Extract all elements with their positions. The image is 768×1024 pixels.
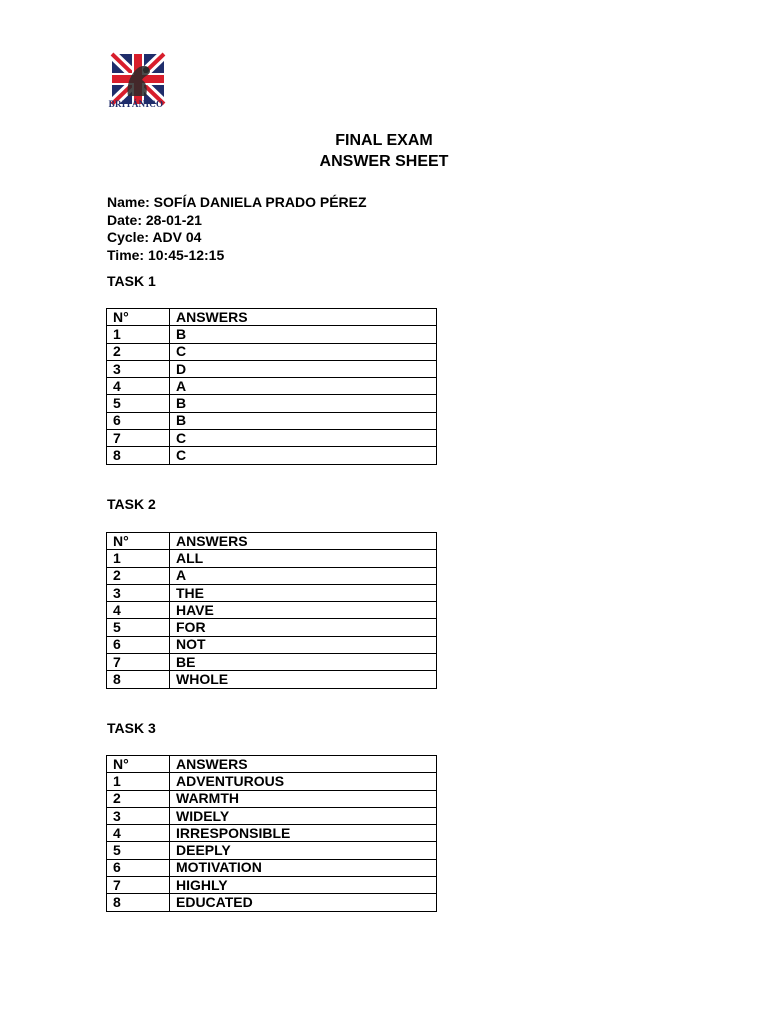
task-3-table [106,755,437,912]
task-1-table [106,308,437,465]
column-header-number: N° [107,309,170,326]
task-3-heading: TASK 3 [107,720,156,736]
row-answer: B [170,395,437,412]
row-number: 8 [107,894,170,911]
table-row [107,395,437,412]
row-answer: D [170,360,437,377]
row-answer: DEEPLY [170,842,437,859]
table-row [107,773,437,790]
row-number: 6 [107,412,170,429]
row-number: 6 [107,636,170,653]
table-row [107,412,437,429]
row-number: 7 [107,430,170,447]
row-number: 1 [107,326,170,343]
table-row [107,378,437,395]
row-number: 5 [107,395,170,412]
table-row [107,447,437,464]
row-answer: EDUCATED [170,894,437,911]
row-number: 4 [107,378,170,395]
table-row [107,430,437,447]
table-row [107,619,437,636]
table-row [107,343,437,360]
row-answer: MOTIVATION [170,859,437,876]
page-title: FINAL EXAM [335,132,433,149]
row-number: 1 [107,773,170,790]
row-answer: A [170,378,437,395]
row-number: 7 [107,654,170,671]
row-number: 4 [107,602,170,619]
table-row [107,584,437,601]
row-answer: HIGHLY [170,877,437,894]
row-answer: BE [170,654,437,671]
table-row [107,326,437,343]
row-answer: THE [170,584,437,601]
row-answer: NOT [170,636,437,653]
table-row [107,671,437,688]
row-answer: HAVE [170,602,437,619]
row-number: 2 [107,790,170,807]
table-row [107,790,437,807]
table-header-row [107,533,437,550]
row-answer: ADVENTUROUS [170,773,437,790]
table-row [107,894,437,911]
row-answer: WHOLE [170,671,437,688]
table-header-row [107,309,437,326]
row-answer: C [170,430,437,447]
table-row [107,842,437,859]
student-name: Name: SOFÍA DANIELA PRADO PÉREZ [107,194,367,210]
page-subtitle: ANSWER SHEET [319,153,449,170]
row-number: 2 [107,343,170,360]
table-header-row [107,756,437,773]
exam-time: Time: 10:45-12:15 [107,247,225,263]
row-number: 3 [107,807,170,824]
row-answer: ALL [170,550,437,567]
row-answer: IRRESPONSIBLE [170,825,437,842]
row-answer: FOR [170,619,437,636]
table-row [107,654,437,671]
column-header-number: N° [107,533,170,550]
row-number: 8 [107,671,170,688]
column-header-answers: ANSWERS [170,756,437,773]
table-row [107,550,437,567]
table-row [107,877,437,894]
exam-date: Date: 28-01-21 [107,212,202,228]
row-answer: C [170,447,437,464]
row-number: 6 [107,859,170,876]
row-number: 1 [107,550,170,567]
row-answer: WARMTH [170,790,437,807]
table-row [107,825,437,842]
row-number: 3 [107,360,170,377]
row-number: 5 [107,842,170,859]
row-number: 5 [107,619,170,636]
table-row [107,807,437,824]
row-answer: B [170,412,437,429]
exam-cycle: Cycle: ADV 04 [107,229,202,245]
row-answer: C [170,343,437,360]
task-1-heading: TASK 1 [107,273,156,289]
table-row [107,360,437,377]
row-answer: B [170,326,437,343]
row-answer: WIDELY [170,807,437,824]
column-header-answers: ANSWERS [170,309,437,326]
row-number: 4 [107,825,170,842]
table-row [107,636,437,653]
task-2-heading: TASK 2 [107,496,156,512]
table-row [107,602,437,619]
row-number: 3 [107,584,170,601]
row-number: 2 [107,567,170,584]
task-2-table [106,532,437,689]
column-header-number: N° [107,756,170,773]
table-row [107,859,437,876]
logo-caption: BRITÁNICO [108,99,164,109]
table-row [107,567,437,584]
row-number: 7 [107,877,170,894]
row-answer: A [170,567,437,584]
row-number: 8 [107,447,170,464]
column-header-answers: ANSWERS [170,533,437,550]
